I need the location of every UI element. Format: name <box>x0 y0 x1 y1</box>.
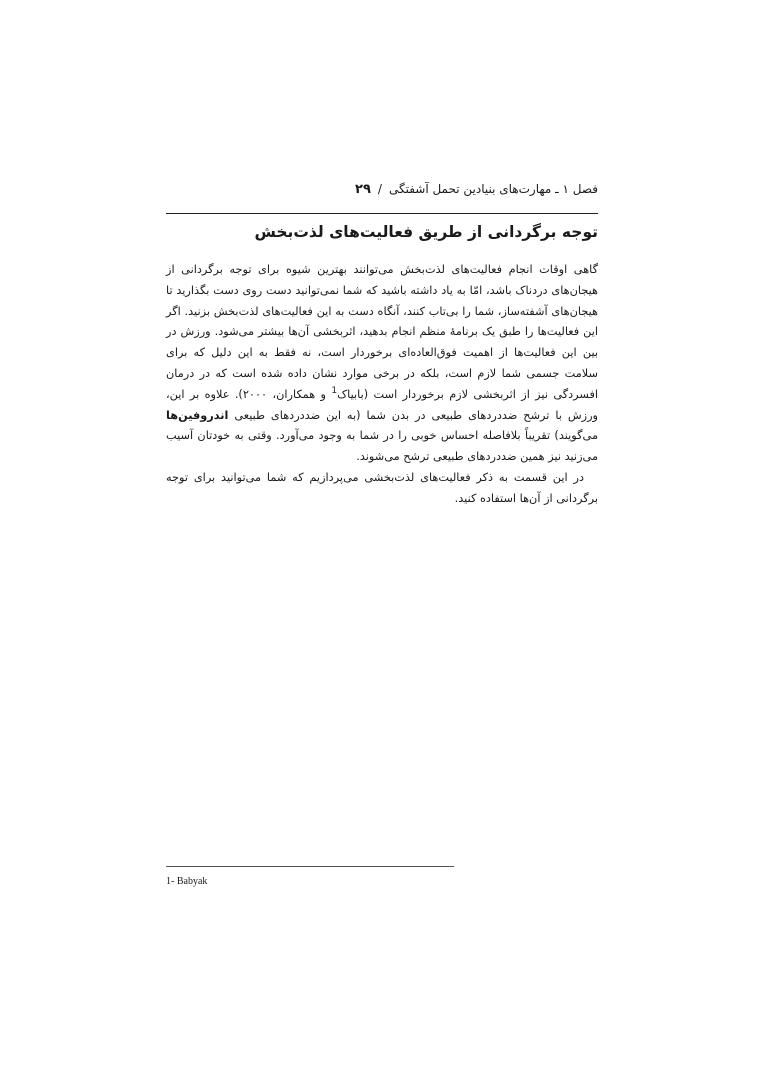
header-rule <box>166 213 598 214</box>
footnote-rule <box>166 866 454 867</box>
paragraph-1 <box>166 260 598 468</box>
chapter-title: فصل ۱ ـ مهارت‌های بنیادین تحمل آشفتگی <box>388 182 598 196</box>
paragraph-2: در این قسمت به ذکر فعالیت‌های لذت‌بخشی می‌پردازیم که شما می‌توانید برای توجه برگردانی از آن‌ها استفاده کنید. <box>166 470 598 505</box>
running-header <box>166 178 598 200</box>
section-title: توجه برگردانی از طریق فعالیت‌های لذت‌بخش <box>254 223 598 241</box>
footnote: 1- Babyak <box>166 876 208 887</box>
paragraph-1-part-1: گاهی اوقات انجام فعالیت‌های لذت‌بخش می‌توانند بهترین شیوه برای توجه برگردانی از هیجان‌های دردناک باشد، امّا به یاد داشته باشید که شما نمی‌توانید دست روی دست بگذارید تا هیجان‌های آشفته‌ساز، شما را بی‌تاب کنند، آنگاه دست به این فعالیت‌های لذت‌بخش بزنید. اگر این فعالیت‌ها را طبق یک برنامهٔ منظم انجام بدهید، اثربخشی آن‌ها بیشتر می‌شود. ورزش در بین این فعالیت‌ها از اهمیت فوق‌العاده‌ای برخوردار است، نه فقط به این دلیل که برای سلامت جسمی شما لازم است، بلکه در برخی موارد نشان داده شده است که در درمان افسردگی نیز از اثربخشی لازم برخوردار است (بابیاک <box>166 263 598 401</box>
header-separator: / <box>377 182 382 196</box>
body-text <box>166 260 598 510</box>
paragraph-1-part-2: و همکاران، ۲۰۰۰). علاوه بر این، ورزش با ترشح ضددردهای طبیعی در بدن شما (به این ضددردهای طبیعی <box>166 387 598 422</box>
paragraph-1-part-3: می‌گویند) تقریباً بلافاصله احساس خوبی را در شما به وجود می‌آورد. وقتی به خودتان آسیب می‌زنید نیز همین ضددردهای طبیعی ترشح می‌شوند. <box>166 429 598 464</box>
page-number: ۲۹ <box>355 182 371 197</box>
bold-term-endorphins: اندروفین‌ها <box>166 408 229 422</box>
footnote-reference: 1 <box>331 386 338 397</box>
